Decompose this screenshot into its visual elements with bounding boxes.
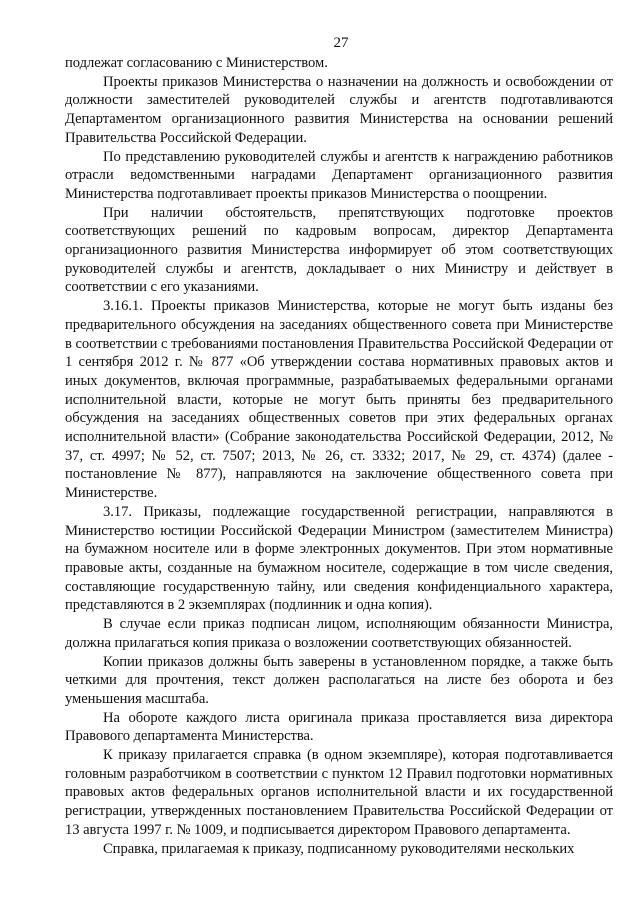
paragraph-certificate: К приказу прилагается справка (в одном экземпляре), которая подготавливается головным разработчиком в соответствии с пунктом 12 Правил подготовки нормативных правовых актов федеральных органов исполнительной власти и их государственной регистрации, утвержденных постановлением Правительства Российской Федерации от 13 августа 1997 г. № 1009, и подписывается директором Правового департамента. — [65, 747, 613, 838]
paragraph-certificate-signed: Справка, прилагаемая к приказу, подписанному руководителями нескольких — [103, 840, 575, 857]
paragraph-3-16-1: 3.16.1. Проекты приказов Министерства, которые не могут быть изданы без предварительного обсуждения на заседаниях общественного совета при Министерстве в соответствии с требованиями постановления Правительства Российской Федерации от 1 сентября 2012 г. № 877 «Об утверждении состава нормативных правовых актов и иных документов, включая программные, разрабатываемых федеральными органами исполнительной власти, которые не могут быть приняты без предварительного обсуждения на заседаниях общественных советов при этих федеральных органах исполнительной власти» (Собрание законодательства Российской Федерации, 2012, № 37, ст. 4997; № 52, ст. 7507; 2013, № 26, ст. 3332; 2017, № 29, ст. 4374) (далее - постановление № 877), направляются на заключение общественного совета при Министерстве. — [65, 298, 613, 502]
paragraph-3-17: 3.17. Приказы, подлежащие государственной регистрации, направляются в Министерство юстиции Российской Федерации Министром (заместителем Министра) на бумажном носителе или в форме электронных документов. При этом нормативные правовые акты, созданные на бумажном носителе, содержащие в том числе сведения, составляющие государственную тайну, или сведения конфиденциального характера, представляются в 2 экземплярах (подлинник и одна копия). — [65, 503, 613, 614]
paragraph-acting-minister: В случае если приказ подписан лицом, исполняющим обязанности Министра, должна прилагаться копия приказа о возложении соответствующих обязанностей. — [65, 616, 613, 651]
paragraph-deputy-appointment-orders: Проекты приказов Министерства о назначении на должность и освобождении от должности заместителей руководителей службы и агентств подготавливаются Департаментом организационного развития Министерства на основании решений Правительства Российской Федерации. — [65, 73, 613, 146]
paragraph-visa: На обороте каждого листа оригинала приказа проставляется виза директора Правового департамента Министерства. — [65, 709, 613, 745]
paragraph-copies: Копии приказов должны быть заверены в установленном порядке, а также быть четкими для прочтения, текст должен располагаться на листе без оборота и без уменьшения масштаба. — [65, 653, 613, 707]
page-number: 27 — [333, 35, 349, 51]
paragraph-obstacles: При наличии обстоятельств, препятствующих подготовке проектов соответствующих решений по кадровым вопросам, директор Департамента организационного развития Министерства информирует об этом соответствующих руководителей службы и агентств, докладывает о них Министру и действует в соответствии с его указаниями. — [65, 204, 613, 296]
paragraph-awards: По представлению руководителей службы и агентств к награждению работников отрасли ведомственными наградами Департамент организационного развития Министерства подготавливает проекты приказов Министерства о поощрении. — [65, 148, 613, 202]
paragraph-continuation: подлежат согласованию с Министерством. — [65, 55, 328, 71]
